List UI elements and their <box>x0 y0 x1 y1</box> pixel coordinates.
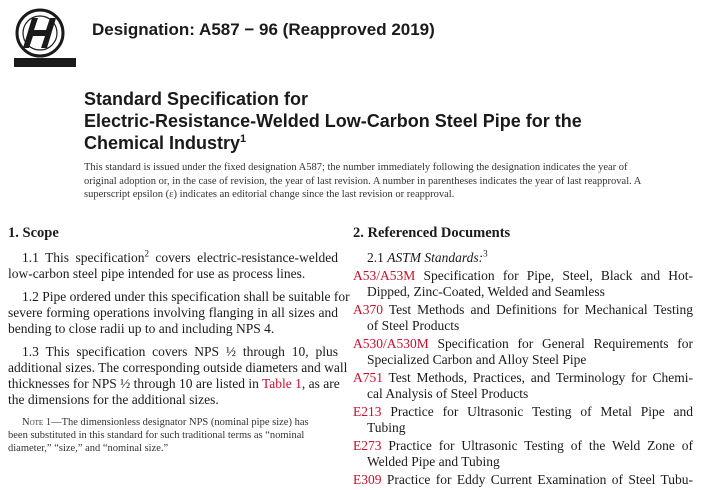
reference-title: Test Methods, Practices, and Terminology for Chemi- <box>383 370 693 385</box>
reference-title: Test Methods and Definitions for Mechanical Testing <box>383 302 693 317</box>
reference-line: Tubing <box>367 420 406 435</box>
reference-line: Specialized Carbon and Alloy Steel Pipe <box>367 352 587 367</box>
paragraph-line: 1.2 Pipe ordered under this specification shall be suitable for <box>22 289 350 304</box>
scope-section <box>8 225 350 455</box>
scope-heading: 1. Scope <box>8 225 59 241</box>
note-line <box>8 416 338 429</box>
reference-item <box>353 404 693 436</box>
references-heading: 2. Referenced Documents <box>353 225 511 241</box>
preamble-line: original adoption or, in the case of revision, the year of last revision. A number in parentheses indicates the year of last reapproval. A <box>84 175 642 187</box>
reference-line: of Steel Products <box>367 318 460 333</box>
reference-code-link[interactable]: E273 <box>353 438 382 453</box>
title-line-1: Standard Specification for <box>84 89 309 109</box>
reference-code-link[interactable]: E213 <box>353 404 382 419</box>
reference-line <box>353 472 693 488</box>
preamble <box>84 161 684 202</box>
p3-text-a: thicknesses for NPS ½ through 10 are listed in <box>8 376 262 391</box>
reference-line <box>353 268 693 284</box>
p1-text-a: 1.1 This specification <box>22 250 145 265</box>
scope-paragraph-1-2 <box>8 289 350 337</box>
astm-standards-subheading <box>353 250 693 266</box>
p3-text-b: , as are <box>301 376 340 391</box>
scope-note-1 <box>8 416 338 455</box>
reference-line: cal Analysis of Steel Products <box>367 386 529 401</box>
reference-code-link[interactable]: A530/A530M <box>353 336 429 351</box>
paragraph-line: low-carbon steel pipe intended for use as process lines. <box>8 266 306 281</box>
referenced-documents-section <box>353 225 693 490</box>
reference-line <box>353 404 693 420</box>
paragraph-line: additional sizes. The corresponding outside diameters and wall <box>8 360 348 375</box>
reference-code-link[interactable]: A751 <box>353 370 383 385</box>
reference-item <box>353 336 693 368</box>
reference-line <box>353 438 693 454</box>
paragraph-line: the dimensions for the additional sizes. <box>8 392 219 407</box>
reference-code-link[interactable]: A370 <box>353 302 383 317</box>
paragraph-line: bending to close radii up to and including NPS 4. <box>8 321 275 336</box>
reference-item <box>353 438 693 470</box>
note-text: —The dimensionless designator NPS (nominal pipe size) has <box>51 417 309 428</box>
reference-item <box>353 370 693 402</box>
reference-item <box>353 268 693 300</box>
reference-line <box>353 336 693 352</box>
reference-line: Welded Pipe and Tubing <box>367 454 500 469</box>
note-line: diameter,” “size,” and “nominal size.” <box>8 443 169 454</box>
table-1-link[interactable]: Table 1 <box>261 376 302 391</box>
footnote-mark[interactable]: 2 <box>144 248 149 259</box>
footnote-mark[interactable]: 3 <box>483 248 488 259</box>
paragraph-line: 1.3 This specification covers NPS ½ through 10, plus <box>22 344 338 359</box>
reference-line <box>353 370 693 386</box>
subheading-title: ASTM Standards: <box>387 250 484 265</box>
logo-mark-icon <box>14 10 76 67</box>
scope-paragraph-1-3 <box>8 344 348 408</box>
reference-title: Practice for Ultrasonic Testing of Metal Pipe and <box>381 404 693 419</box>
note-label: Note 1 <box>22 417 52 428</box>
designation: Designation: A587 − 96 (Reapproved 2019) <box>92 20 435 39</box>
title-footnote-mark[interactable]: 1 <box>240 133 247 145</box>
reference-title: Specification for General Requirements for <box>428 336 693 351</box>
preamble-line: This standard is issued under the fixed designation A587; the number immediately following the designation indicates the year of <box>84 162 628 173</box>
reference-line: Dipped, Zinc-Coated, Welded and Seamless <box>367 284 605 299</box>
reference-line <box>353 302 693 318</box>
reference-code-link[interactable]: E309 <box>353 472 382 487</box>
astm-logo <box>10 6 80 68</box>
reference-item <box>353 302 693 334</box>
subheading-prefix: 2.1 <box>367 250 388 265</box>
paragraph-line <box>8 250 338 266</box>
document-title <box>84 88 684 154</box>
preamble-line: superscript epsilon (ε) indicates an editorial change since the last revision or reapproval. <box>84 189 455 200</box>
reference-title: Practice for Eddy Current Examination of Steel Tubu- <box>381 472 693 487</box>
note-line: been substituted in this standard for such traditional terms as “nominal <box>8 430 305 441</box>
title-line-3 <box>84 132 684 154</box>
reference-title: Practice for Ultrasonic Testing of the Weld Zone of <box>381 438 693 453</box>
title-line-2: Electric-Resistance-Welded Low-Carbon Steel Pipe for the <box>84 111 582 131</box>
p1-text-b: covers electric-resistance-welded <box>148 250 338 265</box>
title-line-3-text: Chemical Industry <box>84 133 241 153</box>
reference-title: Specification for Pipe, Steel, Black and Hot- <box>415 268 693 283</box>
paragraph-line: severe forming operations involving flanging in all sizes and <box>8 305 338 320</box>
paragraph-line <box>8 376 338 392</box>
scope-paragraph-1-1 <box>8 250 338 282</box>
reference-code-link[interactable]: A53/A53M <box>353 268 416 283</box>
reference-item <box>353 472 693 488</box>
